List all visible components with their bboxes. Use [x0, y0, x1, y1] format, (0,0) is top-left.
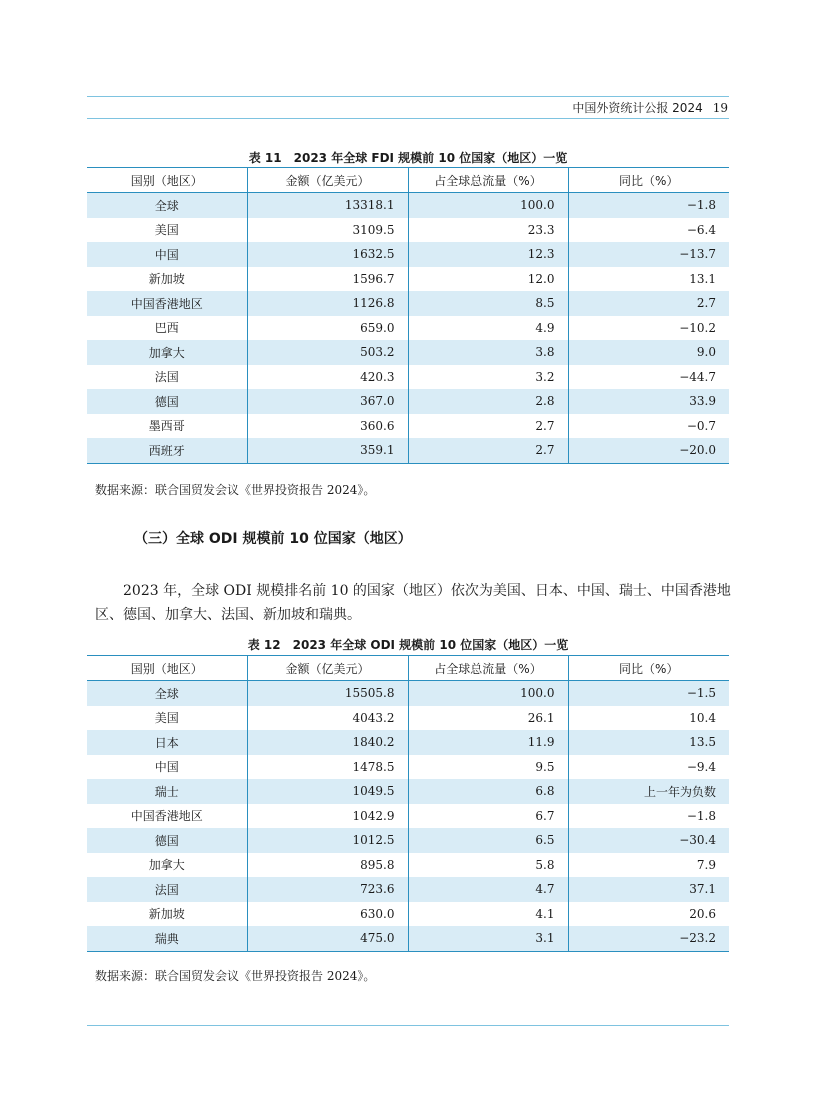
table-row [87, 218, 729, 243]
amount-cell: 420.3 [247, 365, 408, 390]
table-row [87, 779, 729, 804]
yoy-cell: −10.2 [568, 316, 729, 341]
amount-cell: 3109.5 [247, 218, 408, 243]
table-header-row [87, 656, 729, 681]
table-row [87, 902, 729, 927]
running-header-title: 中国外资统计公报 2024 [572, 101, 703, 115]
column-header: 国别（地区） [87, 168, 247, 193]
table-row [87, 414, 729, 439]
table-row [87, 438, 729, 463]
share-cell: 11.9 [408, 730, 568, 755]
share-cell: 3.8 [408, 340, 568, 365]
amount-cell: 723.6 [247, 877, 408, 902]
yoy-cell: 9.0 [568, 340, 729, 365]
country-cell: 新加坡 [148, 272, 185, 287]
table-row [87, 730, 729, 755]
country-cell: 西班牙 [87, 438, 247, 463]
country-cell: 中国香港地区 [87, 291, 247, 316]
table-11-source-note: 数据来源：联合国贸发会议《世界投资报告 2024》。 [95, 483, 376, 497]
share-cell: 3.1 [408, 926, 568, 951]
header-rule-top [87, 96, 729, 97]
share-cell: 3.2 [408, 365, 568, 390]
country-cell: 中国 [154, 760, 179, 775]
amount-cell: 367.0 [247, 389, 408, 414]
share-cell: 8.5 [408, 291, 568, 316]
amount-cell: 1049.5 [247, 779, 408, 804]
table-row [87, 853, 729, 878]
amount-cell: 895.8 [247, 853, 408, 878]
yoy-cell: −20.0 [568, 438, 729, 463]
share-cell: 2.7 [408, 438, 568, 463]
yoy-cell: 7.9 [568, 853, 729, 878]
yoy-cell: 13.1 [568, 267, 729, 292]
yoy-cell: −1.8 [568, 193, 729, 218]
country-cell: 全球 [87, 681, 247, 706]
country-cell: 法国 [87, 877, 247, 902]
country-cell: 美国 [154, 223, 179, 238]
share-cell: 4.1 [408, 902, 568, 927]
section-heading: （三）全球 ODI 规模前 10 位国家（地区） [134, 531, 412, 547]
column-header: 同比（%） [568, 656, 729, 681]
amount-cell: 1632.5 [247, 242, 408, 267]
yoy-cell: −44.7 [568, 365, 729, 390]
amount-cell: 1042.9 [247, 804, 408, 829]
column-header: 国别（地区） [87, 656, 247, 681]
country-cell: 新加坡 [148, 907, 185, 922]
table-row [87, 365, 729, 390]
share-cell: 2.8 [408, 389, 568, 414]
yoy-cell: 2.7 [568, 291, 729, 316]
amount-cell: 13318.1 [247, 193, 408, 218]
table-11-caption: 表 11 2023 年全球 FDI 规模前 10 位国家（地区）一览 [248, 151, 568, 165]
table-row [87, 926, 729, 951]
footer-rule [87, 1025, 729, 1026]
table-row [87, 681, 729, 706]
yoy-cell: −1.8 [568, 804, 729, 829]
header-rule-bottom [87, 118, 729, 119]
table-row [87, 291, 729, 316]
yoy-cell: −9.4 [568, 755, 729, 780]
country-cell: 全球 [87, 193, 247, 218]
country-cell: 瑞典 [87, 926, 247, 951]
column-header: 同比（%） [568, 168, 729, 193]
amount-cell: 360.6 [247, 414, 408, 439]
yoy-cell: 20.6 [568, 902, 729, 927]
share-cell: 6.5 [408, 828, 568, 853]
share-cell: 4.7 [408, 877, 568, 902]
share-cell: 6.7 [408, 804, 568, 829]
table-12 [87, 655, 729, 952]
table-row [87, 755, 729, 780]
amount-cell: 630.0 [247, 902, 408, 927]
country-cell: 日本 [87, 730, 247, 755]
share-cell: 100.0 [408, 193, 568, 218]
country-cell: 巴西 [154, 321, 179, 336]
country-cell: 墨西哥 [148, 419, 185, 434]
table-row [87, 706, 729, 731]
column-header: 金额（亿美元） [247, 168, 408, 193]
table-row [87, 242, 729, 267]
share-cell: 4.9 [408, 316, 568, 341]
share-cell: 5.8 [408, 853, 568, 878]
amount-cell: 4043.2 [247, 706, 408, 731]
table-row [87, 316, 729, 341]
table-11 [87, 167, 729, 464]
amount-cell: 359.1 [247, 438, 408, 463]
share-cell: 100.0 [408, 681, 568, 706]
share-cell: 23.3 [408, 218, 568, 243]
table-12-source-note: 数据来源：联合国贸发会议《世界投资报告 2024》。 [95, 969, 376, 983]
yoy-cell: −13.7 [568, 242, 729, 267]
share-cell: 12.0 [408, 267, 568, 292]
country-cell: 中国香港地区 [130, 809, 203, 824]
amount-cell: 475.0 [247, 926, 408, 951]
amount-cell: 659.0 [247, 316, 408, 341]
table-row [87, 877, 729, 902]
running-header [572, 99, 728, 116]
yoy-cell: −23.2 [568, 926, 729, 951]
table-row [87, 828, 729, 853]
yoy-cell: 33.9 [568, 389, 729, 414]
amount-cell: 503.2 [247, 340, 408, 365]
body-paragraph: 2023 年，全球 ODI 规模排名前 10 的国家（地区）依次为美国、日本、中国、瑞士、中国香港地区、德国、加拿大、法国、新加坡和瑞典。 [95, 583, 731, 623]
table-row [87, 389, 729, 414]
yoy-cell: −0.7 [568, 414, 729, 439]
country-cell: 加拿大 [87, 340, 247, 365]
column-header: 占全球总流量（%） [408, 168, 568, 193]
yoy-cell: 10.4 [568, 706, 729, 731]
share-cell: 12.3 [408, 242, 568, 267]
country-cell: 瑞士 [87, 779, 247, 804]
yoy-cell: −1.5 [568, 681, 729, 706]
amount-cell: 1478.5 [247, 755, 408, 780]
table-header-row [87, 168, 729, 193]
amount-cell: 15505.8 [247, 681, 408, 706]
yoy-cell: −6.4 [568, 218, 729, 243]
share-cell: 6.8 [408, 779, 568, 804]
yoy-cell: 上一年为负数 [568, 779, 729, 804]
table-row [87, 804, 729, 829]
country-cell: 加拿大 [148, 858, 185, 873]
yoy-cell: 13.5 [568, 730, 729, 755]
column-header: 金额（亿美元） [247, 656, 408, 681]
yoy-cell: −30.4 [568, 828, 729, 853]
page-number: 19 [712, 101, 728, 115]
country-cell: 德国 [87, 389, 247, 414]
amount-cell: 1596.7 [247, 267, 408, 292]
share-cell: 2.7 [408, 414, 568, 439]
amount-cell: 1126.8 [247, 291, 408, 316]
column-header: 占全球总流量（%） [408, 656, 568, 681]
country-cell: 美国 [154, 711, 179, 726]
table-row [87, 267, 729, 292]
country-cell: 法国 [154, 370, 179, 385]
amount-cell: 1840.2 [247, 730, 408, 755]
table-12-caption: 表 12 2023 年全球 ODI 规模前 10 位国家（地区）一览 [247, 638, 569, 652]
amount-cell: 1012.5 [247, 828, 408, 853]
country-cell: 中国 [87, 242, 247, 267]
yoy-cell: 37.1 [568, 877, 729, 902]
share-cell: 26.1 [408, 706, 568, 731]
table-row [87, 340, 729, 365]
country-cell: 德国 [87, 828, 247, 853]
share-cell: 9.5 [408, 755, 568, 780]
table-row [87, 193, 729, 218]
